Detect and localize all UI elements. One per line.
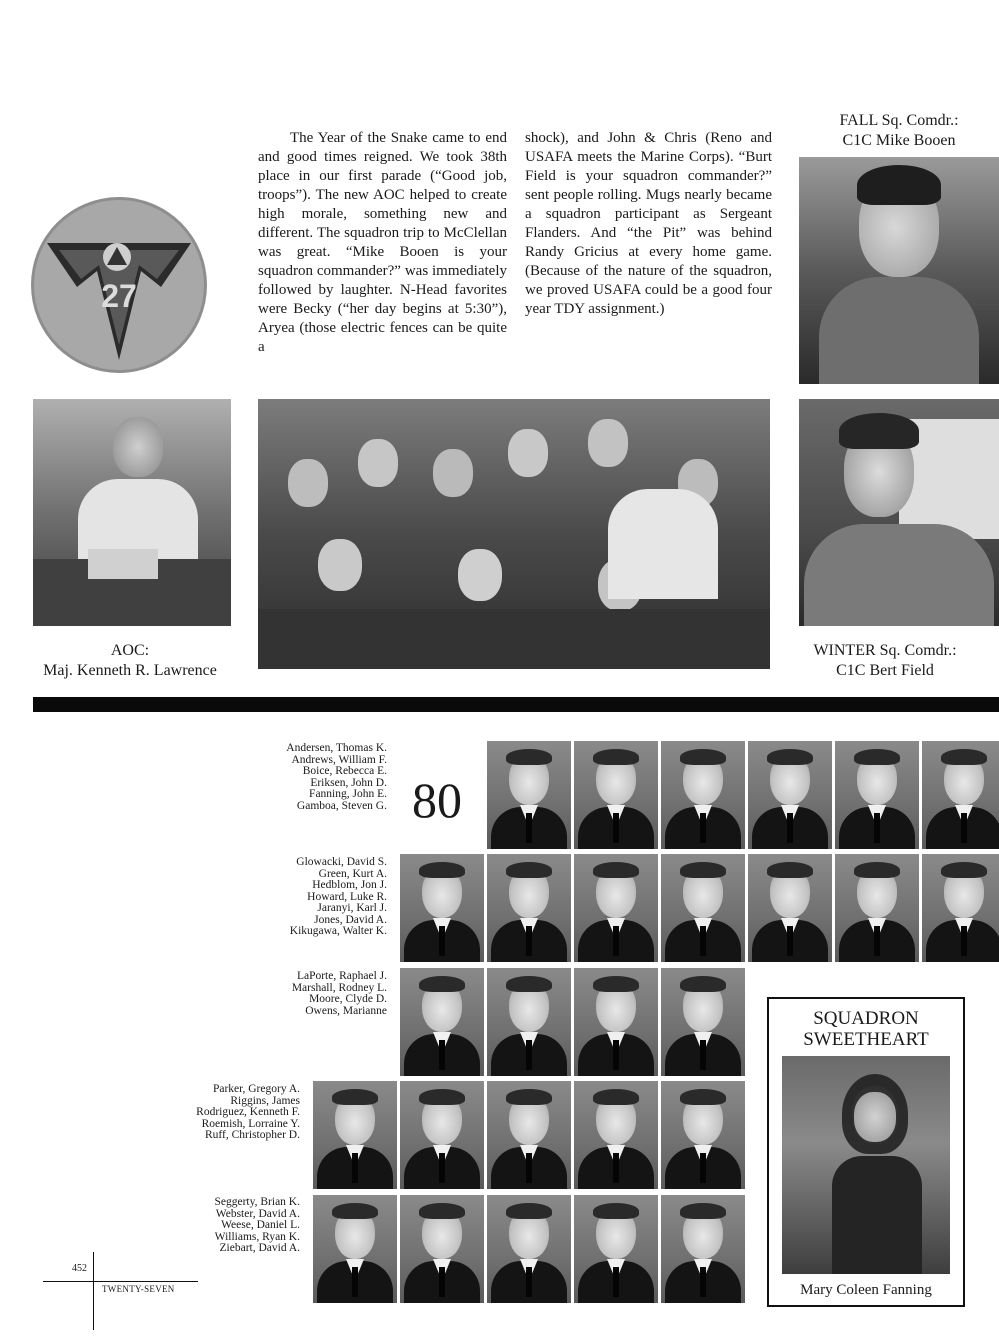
roster-names-row-1	[286, 743, 387, 812]
winter-commander-title: WINTER Sq. Comdr.:	[813, 642, 957, 659]
fall-commander-name: C1C Mike Booen	[842, 132, 956, 149]
cadet-portrait	[400, 1081, 484, 1189]
cadet-portrait	[574, 1195, 658, 1303]
story-column-2: shock), and John & Chris (Reno and USAFA meets the Marine Corps). “Burt Field is your squadron commander?” sent people rolling. Mugs nearly became a squadron participant as Sergeant Flanders. And “the Pit” was behind Randy Gricius at every home game. (Because of the nature of the squadron, we proved USAFA could be a good four year TDY assignment.)	[525, 130, 772, 317]
cadet-portrait	[487, 854, 571, 962]
roster-name: Howard, Luke R.	[307, 890, 387, 903]
cadet-portrait	[748, 854, 832, 962]
cadet-portrait	[574, 854, 658, 962]
roster-name: Hedblom, Jon J.	[312, 879, 387, 891]
roster-name: Weese, Daniel L.	[221, 1219, 300, 1231]
roster-name: Eriksen, John D.	[310, 776, 387, 789]
roster-names-row-2	[290, 857, 387, 938]
roster-name: Roemish, Lorraine Y.	[201, 1117, 300, 1130]
roster-name: Kikugawa, Walter K.	[289, 925, 387, 937]
fall-commander-photo	[799, 157, 999, 384]
cadet-portrait	[661, 854, 745, 962]
cadet-portrait	[400, 968, 484, 1076]
cadet-portrait	[922, 854, 999, 962]
cadet-portrait	[661, 968, 745, 1076]
cadet-portrait	[835, 741, 919, 849]
roster-name: Ziebart, David A.	[219, 1242, 300, 1254]
cadet-portrait	[313, 1195, 397, 1303]
class-year: 80	[412, 772, 462, 828]
story-column-1: The Year of the Snake came to end and good times reigned. We took 38th place in our first parade (“Good job, troops”). The new AOC helped to create high morale, something new and different. The squadron trip to McClellan was great. “Mike Booen is your squadron commander?” was immediately followed by laughter. N-Head favorites were Becky (“her day begins at 5:30”), Aryea (those electric fences can be quite a	[258, 130, 507, 355]
footer-vertical-rule	[93, 1252, 94, 1330]
roster-names-row-3	[292, 971, 387, 1017]
sweetheart-title-line-1: SQUADRON	[813, 1008, 919, 1029]
roster-names-row-5	[215, 1197, 301, 1255]
roster-name: Jones, David A.	[314, 913, 387, 926]
roster-name: Owens, Marianne	[305, 1004, 387, 1017]
aoc-name: Maj. Kenneth R. Lawrence	[43, 662, 217, 679]
aoc-caption	[20, 641, 240, 681]
cadet-portrait	[574, 741, 658, 849]
cadet-portrait	[835, 854, 919, 962]
cadet-portrait	[400, 1195, 484, 1303]
cadet-portrait	[661, 1195, 745, 1303]
roster-name: Seggerty, Brian K.	[214, 1196, 300, 1208]
cadet-portrait	[487, 741, 571, 849]
roster-name: Marshall, Rodney L.	[291, 981, 387, 994]
cadet-portrait	[922, 741, 999, 849]
fall-commander-caption	[799, 111, 999, 151]
cadet-portrait	[661, 1081, 745, 1189]
patch-number: 27	[101, 278, 137, 314]
roster-name: Andersen, Thomas K.	[286, 742, 387, 754]
cadet-portrait	[487, 968, 571, 1076]
cadet-portrait	[487, 1195, 571, 1303]
roster-name: Webster, David A.	[215, 1207, 300, 1220]
roster-name: Jaranyi, Karl J.	[317, 902, 387, 914]
roster-name: Andrews, William F.	[291, 753, 387, 766]
squadron-sweetheart-box	[767, 997, 965, 1307]
section-footer: TWENTY-SEVEN	[102, 1284, 175, 1294]
roster-name: Parker, Gregory A.	[212, 1083, 300, 1095]
sweetheart-title-line-2: SWEETHEART	[803, 1029, 929, 1050]
aoc-title: AOC:	[110, 642, 150, 659]
roster-name: Riggins, James	[230, 1094, 300, 1107]
roster-name: Green, Kurt A.	[318, 867, 387, 880]
roster-name: Glowacki, David S.	[296, 856, 387, 868]
fall-commander-title: FALL Sq. Comdr.:	[839, 112, 959, 129]
squadron-group-photo	[258, 399, 770, 669]
footer-horizontal-rule	[43, 1281, 198, 1282]
roster-names-row-4	[196, 1084, 300, 1142]
section-divider	[33, 697, 999, 712]
squadron-27-patch	[29, 195, 209, 375]
roster-name: LaPorte, Raphael J.	[296, 970, 387, 982]
cadet-portrait	[661, 741, 745, 849]
sweetheart-photo	[782, 1056, 950, 1274]
cadet-portrait	[400, 854, 484, 962]
roster-name: Rodriguez, Kenneth F.	[196, 1106, 300, 1118]
roster-name: Moore, Clyde D.	[309, 993, 387, 1005]
page-number: 452	[72, 1263, 87, 1274]
cadet-portrait	[748, 741, 832, 849]
roster-name: Fanning, John E.	[309, 788, 387, 800]
winter-commander-photo	[799, 399, 999, 626]
aoc-photo	[33, 399, 231, 626]
roster-name: Williams, Ryan K.	[214, 1230, 300, 1243]
sweetheart-title	[769, 1008, 963, 1050]
cadet-portrait	[574, 968, 658, 1076]
roster-name: Gamboa, Steven G.	[296, 799, 387, 812]
winter-commander-name: C1C Bert Field	[836, 662, 934, 679]
roster-name: Ruff, Christopher D.	[205, 1129, 300, 1141]
cadet-portrait	[313, 1081, 397, 1189]
cadet-portrait	[574, 1081, 658, 1189]
winter-commander-caption	[790, 641, 980, 681]
roster-name: Boice, Rebecca E.	[302, 765, 387, 777]
cadet-portrait	[487, 1081, 571, 1189]
sweetheart-name: Mary Coleen Fanning	[800, 1282, 932, 1298]
